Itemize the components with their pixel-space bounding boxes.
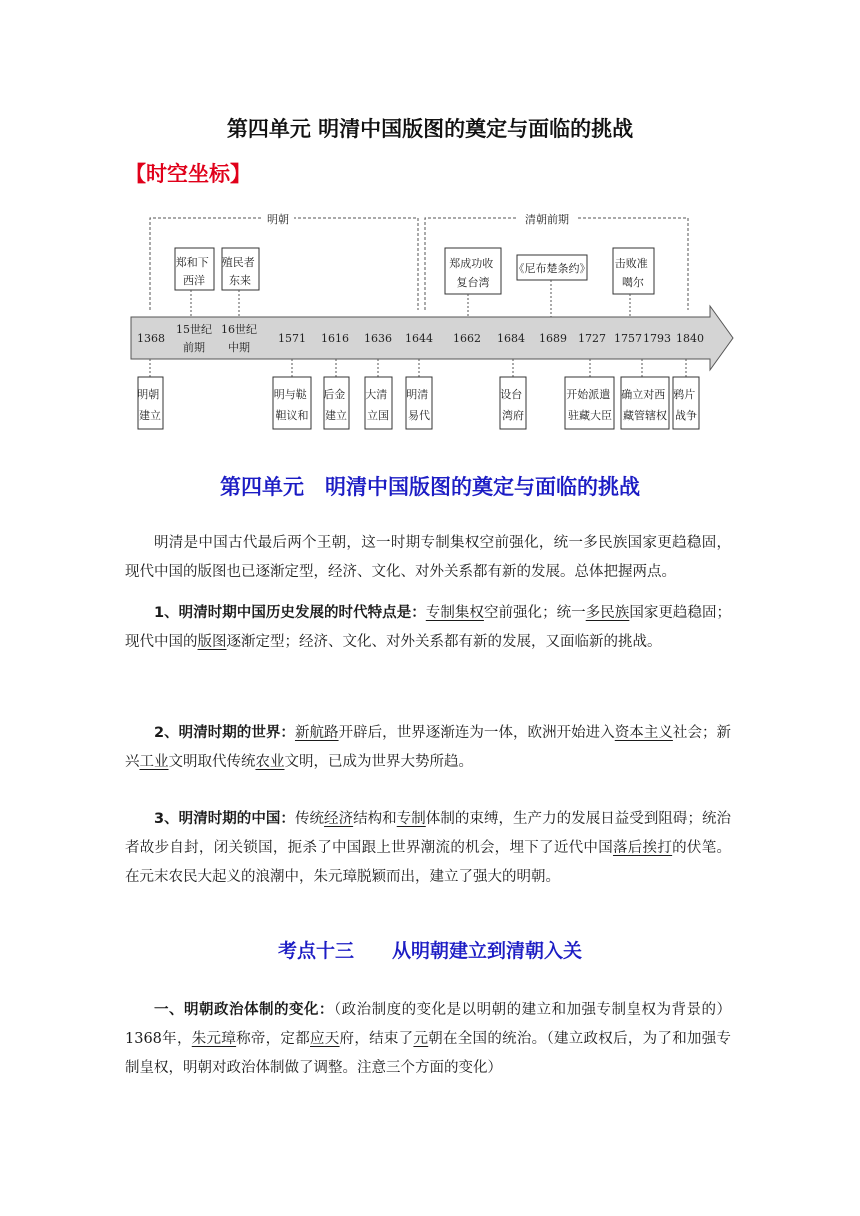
tick-label: 1689 (539, 332, 567, 345)
tick-label: 1757 (614, 332, 642, 345)
tick-label: 1636 (364, 332, 392, 345)
bottom-event-5: 明清 易代 (406, 388, 430, 422)
bottom-event-1: 明朝 建立 (137, 388, 161, 422)
point-2-heading: 2、明清时期的世界： (154, 725, 295, 741)
bottom-event-8: 确立对西 藏管辖权 (621, 388, 667, 422)
bottom-event-7: 开始派遣 驻藏大臣 (566, 388, 612, 422)
tick-label: 1616 (321, 332, 349, 345)
point-1-paragraph: 1、明清时期中国历史发展的时代特点是：专制集权空前强化；统一多民族国家更趋稳固；现代中国的版图逐渐定型；经济、文化、对外关系都有新的发展，又面临新的挑战。 (125, 605, 732, 650)
top-event-5: 击败准 噶尔 (614, 257, 648, 289)
tick-label: 前期 (183, 341, 205, 354)
section-1-paragraph: 一、明朝政治体制的变化：（政治制度的变化是以明朝的建立和加强专制皇权为背景的）1368年，朱元璋称帝，定都应天府，结束了元朝在全国的统治。（建立政权后，为了和加强专制皇权，明朝对政治体制做了调整。注意三个方面的变化） (125, 1002, 732, 1076)
tick-label: 1793 (643, 332, 671, 345)
tick-label: 中期 (228, 341, 250, 354)
tick-label: 1662 (453, 332, 481, 345)
bottom-event-4: 大清 立国 (365, 388, 389, 422)
unit-heading: 第四单元 明清中国版图的奠定与面临的挑战 (220, 475, 640, 499)
bottom-event-6: 设台 湾府 (500, 388, 524, 422)
section-label: 【时空坐标】 (125, 162, 251, 186)
bottom-event-2: 明与鞑 靼议和 (273, 388, 309, 422)
tick-label: 1727 (578, 332, 606, 345)
timeline-diagram (128, 205, 740, 433)
point-3-heading: 3、明清时期的中国： (154, 811, 295, 827)
bottom-event-9: 鸦片 战争 (673, 388, 697, 422)
tick-label: 1840 (676, 332, 704, 345)
tick-label: 15世纪 (176, 323, 212, 336)
tick-label: 1684 (497, 332, 525, 345)
top-event-1: 郑和下 西洋 (175, 256, 209, 287)
top-event-3: 郑成功收 复台湾 (449, 257, 494, 289)
page-title: 第四单元 明清中国版图的奠定与面临的挑战 (226, 117, 634, 141)
point-2-paragraph: 2、明清时期的世界：新航路开辟后，世界逐渐连为一体，欧洲开始进入资本主义社会；新兴工业文明取代传统农业文明，已成为世界大势所趋。 (125, 725, 732, 770)
period-label-qing: 清朝前期 (525, 213, 569, 226)
point-3-paragraph: 3、明清时期的中国：传统经济结构和专制体制的束缚，生产力的发展日益受到阻碍；统治者故步自封，闭关锁国，扼杀了中国跟上世界潮流的机会，埋下了近代中国落后挨打的伏笔。在元末农民大起义的浪潮中，朱元璋脱颖而出，建立了强大的明朝。 (125, 811, 732, 885)
top-event-4: 《尼布楚条约》 (513, 262, 591, 275)
period-label-ming: 明朝 (267, 213, 289, 226)
point-1-heading: 1、明清时期中国历史发展的时代特点是： (154, 605, 426, 621)
tick-label: 1644 (405, 332, 433, 345)
topic-13-heading: 考点十三 从明朝建立到清朝入关 (277, 940, 582, 962)
tick-label: 1571 (278, 332, 306, 345)
intro-paragraph: 明清是中国古代最后两个王朝，这一时期专制集权空前强化，统一多民族国家更趋稳固，现代中国的版图也已逐渐定型，经济、文化、对外关系都有新的发展。总体把握两点。 (125, 535, 731, 580)
top-event-2: 殖民者 东来 (221, 256, 255, 287)
section-1-heading: 一、明朝政治体制的变化： (154, 1002, 334, 1018)
bottom-event-3: 后金 建立 (323, 388, 347, 422)
tick-label: 16世纪 (221, 323, 257, 336)
tick-label: 1368 (137, 332, 165, 345)
